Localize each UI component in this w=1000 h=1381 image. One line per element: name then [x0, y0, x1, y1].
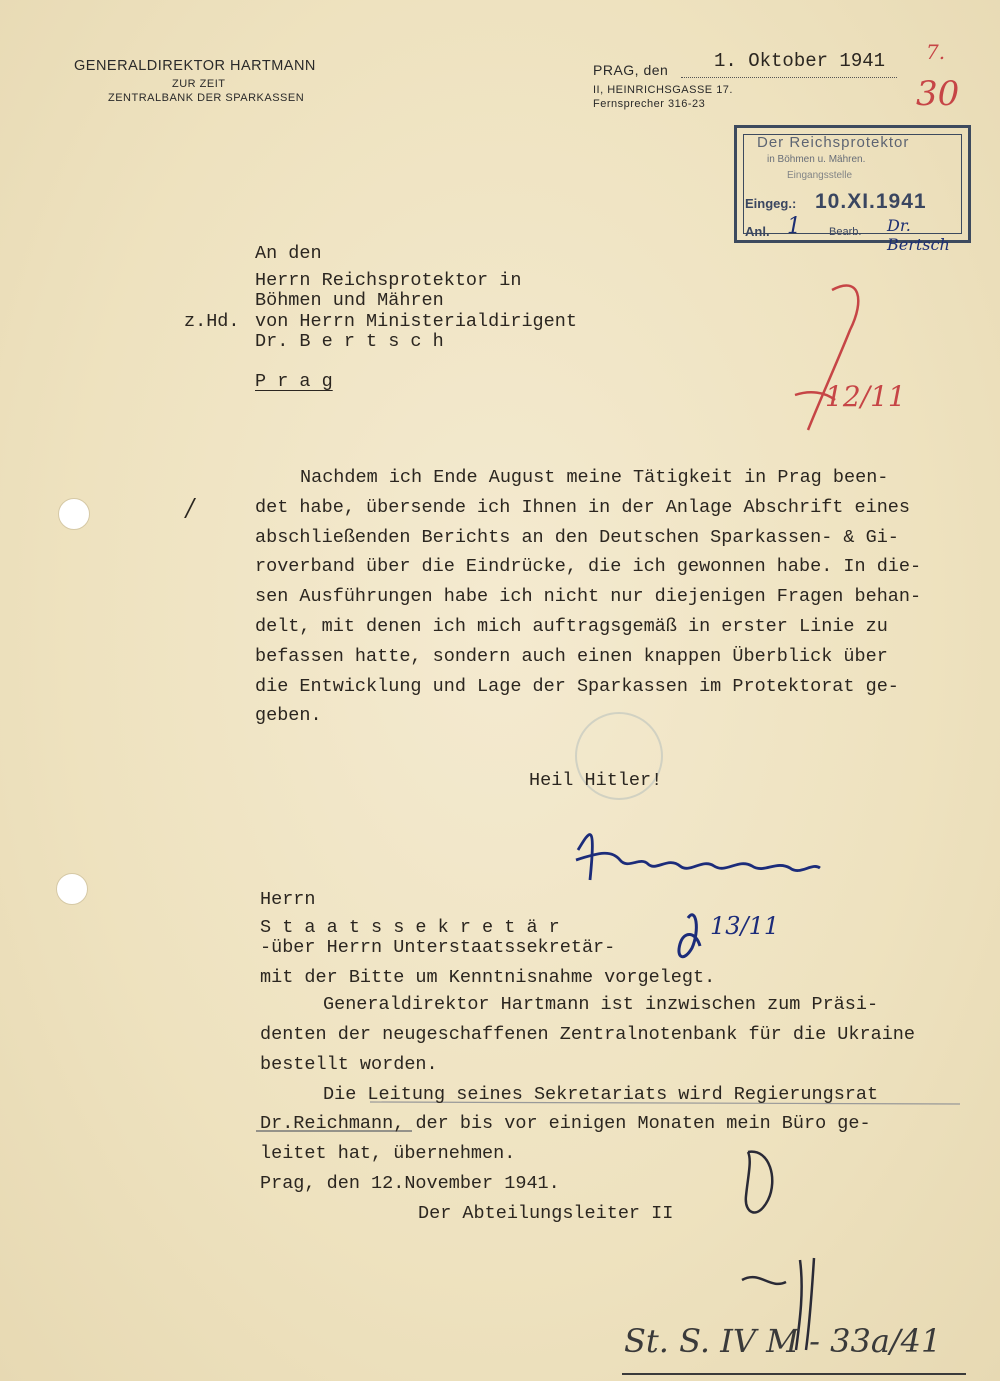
corner-number-1: 7.	[926, 40, 946, 64]
note-para1-line2: denten der neugeschaffenen Zentralnotenbank für die Ukraine	[260, 1024, 916, 1045]
addressee-zhd: z.Hd.	[184, 311, 240, 332]
letterhead-sub2: ZENTRALBANK DER SPARKASSEN	[108, 92, 305, 104]
stamp-line-1: Der Reichsprotektor	[757, 134, 910, 151]
note-request: mit der Bitte um Kenntnisnahme vorgelegt.	[260, 967, 716, 988]
corner-number-2: 30	[916, 74, 960, 114]
bottom-reference: St. S. IV M - 33a/41	[624, 1322, 942, 1360]
addressee-line-4: von Herrn Ministerialdirigent	[255, 311, 577, 332]
stamp-bearb-label: Bearb.	[829, 226, 862, 238]
addressee-city: P r a g	[255, 371, 333, 392]
body-line-7: befassen hatte, sondern auch einen knappen Überblick über	[255, 646, 888, 667]
letterhead-name: GENERALDIREKTOR HARTMANN	[74, 58, 316, 74]
note-para2-rest: , der bis vor einigen Monaten mein Büro ge-	[393, 1113, 871, 1134]
addressee-line-2: Herrn Reichsprotektor in	[255, 270, 522, 291]
stamp-bearb-value: Dr. Bertsch	[887, 216, 950, 254]
note-para2-die: Die	[323, 1084, 368, 1105]
note-staatssekretaer: S t a a t s s e k r e t ä r	[260, 917, 560, 938]
addressee-line-1: An den	[255, 243, 322, 264]
body-line-6: delt, mit denen ich mich auftragsgemäß in erster Linie zu	[255, 616, 888, 637]
place-label: PRAG, den	[593, 62, 669, 78]
note-department: Der Abteilungsleiter II	[418, 1203, 674, 1224]
sender-address: II, HEINRICHSGASSE 17.	[593, 84, 733, 96]
addressee-line-5: Dr. B e r t s c h	[255, 331, 444, 352]
note-para1-line3: bestellt worden.	[260, 1054, 438, 1075]
note-para1-line1: Generaldirektor Hartmann ist inzwischen zum Präsi-	[323, 994, 879, 1015]
addressee-line-3: Böhmen und Mähren	[255, 290, 444, 311]
body-line-5: sen Ausführungen habe ich nicht nur diejenigen Fragen behan-	[255, 586, 922, 607]
body-line-2: det habe, übersende ich Ihnen in der Anlage Abschrift eines	[255, 497, 911, 518]
stamp-line-3: Eingangsstelle	[787, 170, 853, 181]
note-para2-leitung: Leitung seines Sekretariats wird Regierungsrat	[367, 1084, 879, 1105]
body-line-4: roverband über die Eindrücke, die ich gewonnen habe. In die-	[255, 556, 922, 577]
letter-date: 1. Oktober 1941	[714, 50, 886, 72]
body-line-1: Nachdem ich Ende August meine Tätigkeit in Prag been-	[300, 467, 889, 488]
note-para2-line3: leitet hat, übernehmen.	[260, 1143, 516, 1164]
note-unterstaatssekretaer: -über Herrn Unterstaatssekretär-	[260, 937, 616, 958]
stamp-anl-value: 1	[787, 214, 801, 239]
note-herrn: Herrn	[260, 889, 316, 910]
body-line-3: abschließenden Berichts an den Deutschen Sparkassen- & Gi-	[255, 527, 899, 548]
stamp-anl-label: Anl.	[745, 224, 770, 239]
stamp-eingang-date: 10.XI.1941	[815, 190, 927, 213]
letterhead-sub1: ZUR ZEIT	[172, 78, 226, 90]
red-initial-date: 12/11	[825, 380, 906, 413]
closing-salutation: Heil Hitler!	[529, 770, 663, 791]
note-reichmann: Dr.Reichmann	[260, 1113, 394, 1134]
body-line-8: die Entwicklung und Lage der Sparkassen im Protektorat ge-	[255, 676, 899, 697]
blue-initial-date: 13/11	[710, 912, 780, 940]
sender-phone: Fernsprecher 316-23	[593, 98, 706, 110]
note-date-line: Prag, den 12.November 1941.	[260, 1173, 560, 1194]
stamp-line-2: in Böhmen u. Mähren.	[767, 154, 866, 165]
body-line-9: geben.	[255, 705, 322, 726]
stamp-eingang-label: Eingeg.:	[745, 196, 797, 211]
margin-mark: /	[186, 494, 195, 522]
